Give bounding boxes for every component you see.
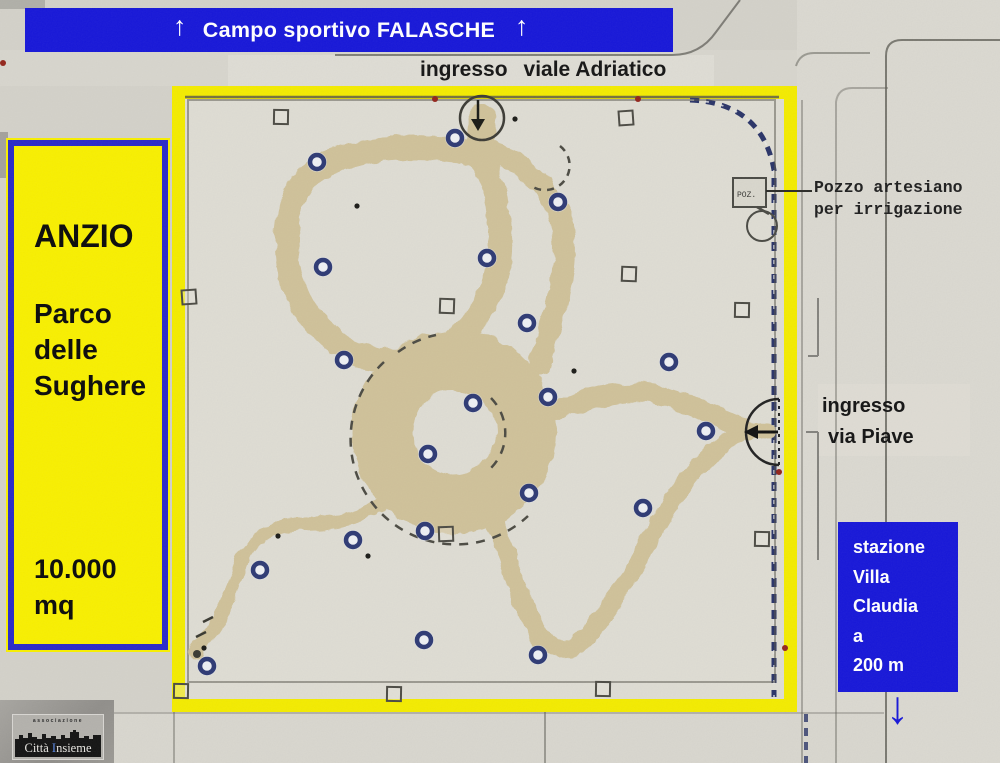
tree-marker: [541, 390, 555, 404]
citta-insieme-logo: [12, 714, 104, 760]
tree-marker: [531, 648, 545, 662]
tree-marker: [662, 355, 676, 369]
tree-marker: [636, 501, 650, 515]
campo-sportivo-banner: [25, 8, 673, 52]
well-label-line1: Pozzo artesiano: [814, 178, 963, 197]
city-name: ANZIO: [34, 218, 134, 254]
red-point-marker: [432, 96, 438, 102]
tree-marker: [480, 251, 494, 265]
park-area-line1: 10.000: [34, 554, 117, 584]
logo-name: [13, 741, 103, 756]
tree-marker: [421, 447, 435, 461]
tree-marker: [418, 524, 432, 538]
via-piave-entrance-label: [822, 391, 914, 453]
plot-square-marker: [387, 687, 401, 701]
piave-label-line1: ingresso: [822, 395, 906, 417]
logo-name-citta: Città: [24, 741, 52, 755]
red-point-marker: [782, 645, 788, 651]
point-marker: [354, 203, 359, 208]
plot-square-marker: [440, 299, 454, 313]
tree-marker: [253, 563, 267, 577]
banner-title: Campo sportivo FALASCHE: [202, 18, 496, 42]
station-line: stazione: [853, 537, 926, 557]
tree-marker: [417, 633, 431, 647]
plot-square-marker: [619, 111, 634, 126]
tree-marker: [522, 486, 536, 500]
upper-loop-path: [287, 148, 501, 360]
logo-name-rest: nsieme: [56, 741, 92, 755]
up-arrow-icon: ↑: [173, 11, 187, 41]
point-marker: [365, 553, 370, 558]
plot-square-marker: [622, 267, 636, 281]
park-info-box: [8, 140, 168, 650]
logo-name-initial: I: [51, 741, 57, 755]
plot-square-marker: [755, 532, 769, 546]
bracket-guides: [806, 298, 818, 560]
tree-marker: [520, 316, 534, 330]
viale-adriatico-entrance-label: [420, 58, 666, 82]
tree-marker: [316, 260, 330, 274]
plot-square-marker: [735, 303, 749, 317]
artesian-well-label: [814, 177, 963, 221]
point-marker: [512, 116, 517, 121]
plot-square-marker: [596, 682, 610, 696]
plot-square-marker: [174, 684, 188, 698]
station-info-box: [838, 522, 958, 692]
station-line: a: [853, 625, 864, 646]
logo-association-text: associazione: [32, 718, 84, 724]
tree-marker: [337, 353, 351, 367]
well-circle: [747, 211, 777, 241]
tree-marker: [466, 396, 480, 410]
station-line: 200 m: [853, 655, 905, 675]
point-marker: [571, 368, 576, 373]
station-line: Claudia: [853, 596, 919, 616]
ingresso-text: ingresso: [420, 58, 508, 81]
park-paths: [197, 118, 768, 654]
plot-square-marker: [439, 527, 453, 541]
plot-square-marker: [182, 290, 197, 305]
red-point-marker: [776, 469, 782, 475]
tree-marker: [346, 533, 360, 547]
southwest-trail-path: [197, 505, 380, 654]
tree-marker: [200, 659, 214, 673]
red-point-marker: [0, 60, 6, 66]
tree-marker: [699, 424, 713, 438]
red-point-marker: [635, 96, 641, 102]
station-line: Villa: [853, 566, 890, 587]
plot-square-marker: [274, 110, 288, 124]
point-marker: [275, 533, 280, 538]
tree-marker: [448, 131, 462, 145]
piave-label-line2: via Piave: [828, 426, 914, 448]
park-name-line3: Sughere: [34, 370, 147, 401]
down-arrow-icon: ↓: [886, 681, 909, 733]
well-label-line2: per irrigazione: [814, 200, 963, 219]
tree-marker: [310, 155, 324, 169]
up-arrow-icon: ↑: [515, 11, 529, 41]
park-name-line2: delle: [34, 334, 98, 365]
east-arm-path: [556, 393, 748, 430]
tree-marker: [551, 195, 565, 209]
street-name-text: viale Adriatico: [523, 58, 667, 81]
well-box-label: POZ.: [737, 191, 757, 200]
park-name-line1: Parco: [34, 298, 112, 329]
point-marker: [201, 645, 206, 650]
park-area-line2: mq: [34, 590, 75, 620]
